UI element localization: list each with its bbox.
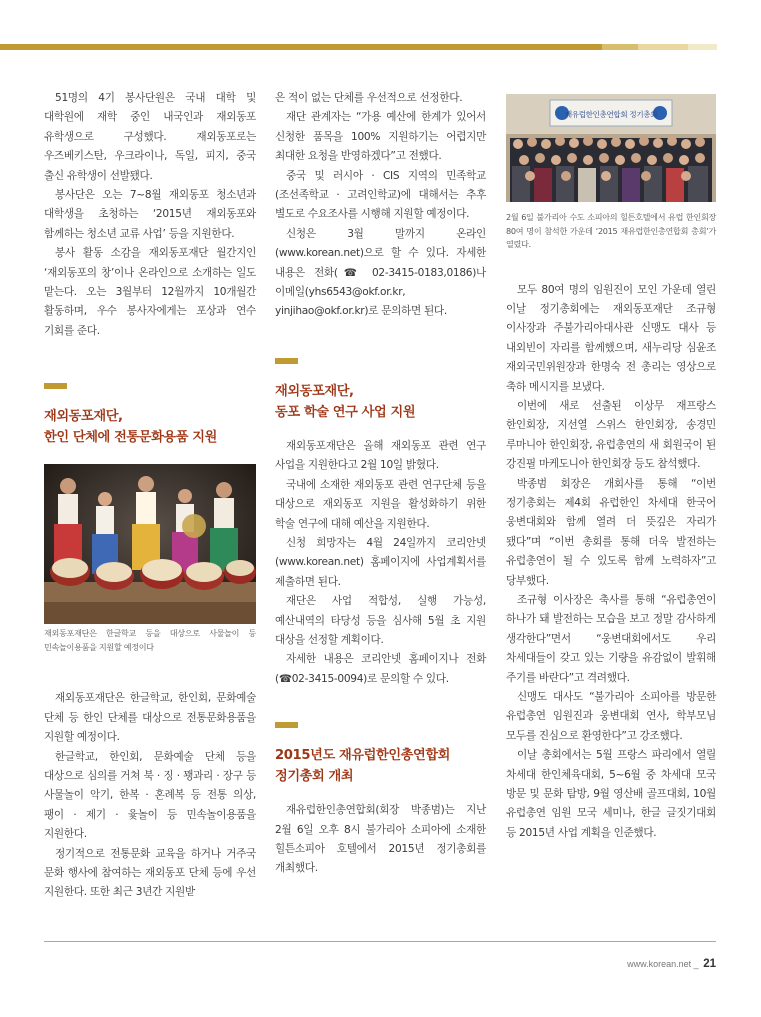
paragraph: 은 적이 없는 단체를 우선적으로 선정한다. <box>275 92 463 104</box>
section-heading: 재외동포재단, <box>44 409 123 425</box>
paragraph: 신청은 3월 말까지 온라인(www.korean.net)으로 할 수 있다. 자세한 내용은 전화(☎ 02-3415-0183,0186)나 이메일(yhs6543@okf.or.kr, yinjihao@okf.or.kr)로 문의하면 된다. <box>275 227 486 318</box>
paragraph: 재단은 사업 적합성, 실행 가능성, 예산내역의 타당성 등을 심사해 5월 초 지원 대상을 선정할 계획이다. <box>275 595 486 646</box>
paragraph: 한글학교, 한인회, 문화예술 단체 등을 대상으로 심의를 거쳐 북 · 징 · 꽹과리 · 장구 등 사물놀이 악기, 한복 · 혼례복 등 전통 의상, 팽이 · 제기 · 윷놀이 등 민속놀이용품을 지원한다. <box>44 750 256 841</box>
paragraph: 이번에 새로 선출된 이상무 재프랑스 한인회장, 지선열 스위스 한인회장, 송경민 루마니아 한인회장, 유럽총연의 새 회원국이 된 강진필 마케도니아 한인회장 등도 참석했다. <box>506 399 716 471</box>
paragraph: 정기적으로 전통문화 교육을 하거나 거주국 문화 행사에 참여하는 재외동포 단체 등에 우선 지원한다. 또한 최근 3년간 지원받 <box>44 847 256 899</box>
column-right <box>506 94 716 843</box>
footer <box>627 958 716 970</box>
section-marker <box>44 383 67 389</box>
paragraph: 자세한 내용은 코리안넷 홈페이지나 전화(☎02-3415-0094)로 문의할 수 있다. <box>275 653 486 685</box>
section-heading: 재외동포재단, <box>275 383 354 399</box>
paragraph: 모두 80여 명의 임원진이 모인 가운데 열린 이날 정기총회에는 재외동포재단 조규형 이사장과 주불가리아대사관 신맹도 대사 등 내외빈이 자리를 함께했으며, 새누리당 심윤조 재외국민위원장과 한명숙 전 총리는 영상으로 축하 메시지를 보냈다. <box>506 283 716 393</box>
footer-site: www.korean.net _ <box>627 959 699 969</box>
section-marker <box>275 722 298 728</box>
photo-samulnori <box>44 464 256 624</box>
paragraph: 재단 관계자는 “가용 예산에 한계가 있어서 신청한 품목을 100% 지원하기는 어렵지만 최대한 요청을 반영하겠다”고 전했다. <box>275 111 486 163</box>
section-heading: 정기총회 개최 <box>275 769 354 785</box>
photo-caption: 재외동포재단은 한글학교 등을 대상으로 사물놀이 등 민속놀이용품을 지원할 예정이다 <box>44 628 256 652</box>
paragraph: 박종범 회장은 개회사를 통해 “이번 정기총회는 제4회 유럽한인 차세대 한국어 웅변대회와 함께 열려 더 뜻깊은 자리가 됐다”며 “이번 총회를 통해 더욱 발전하는 유럽총연이 될 수 있도록 함께 노력하자”고 당부했다. <box>506 477 716 587</box>
column-middle <box>275 89 486 879</box>
column-left <box>44 89 256 903</box>
paragraph: 재외동포재단은 올해 재외동포 관련 연구 사업을 지원한다고 2월 10일 밝혔다. <box>275 439 486 472</box>
paragraph: 국내에 소재한 재외동포 관련 연구단체 등을 대상으로 재외동포 지원을 활성화하기 위한 학술 연구에 대해 예산을 지원한다. <box>275 478 486 530</box>
paragraph: 이날 총회에서는 5월 프랑스 파리에서 열릴 차세대 한인체육대회, 5~6월 중 차세대 모국 방문 및 문화 탐방, 9월 영산배 골프대회, 10월 유럽총연 임원 모국 세미나, 한글 글짓기대회 등 2015년 사업 계획을 인준했다. <box>506 749 716 839</box>
paragraph: 51명의 4기 봉사단원은 국내 대학 및 대학원에 재학 중인 내국인과 재외동포 유학생으로 구성했다. 재외동포로는 우즈베키스탄, 우크라이나, 독일, 피지, 중국 출신 유학생이 선발됐다. <box>44 92 256 182</box>
paragraph: 재외동포재단은 한글학교, 한인회, 문화예술 단체 등 한인 단체를 대상으로 전통문화용품을 지원할 예정이다. <box>44 692 256 744</box>
section-marker <box>275 358 298 364</box>
paragraph: 재유럽한인총연합회(회장 박종범)는 지난 2월 6일 오후 8시 불가리아 소피아에 소재한 힐튼소피아 호텔에서 2015년 정기총회를 개최했다. <box>275 804 486 875</box>
section-heading: 2015년도 재유럽한인총연합회 <box>275 748 451 764</box>
page-number: 21 <box>703 958 716 970</box>
top-bar-segment <box>688 44 717 50</box>
section-heading: 동포 학술 연구 사업 지원 <box>275 404 416 420</box>
paragraph: 조규형 이사장은 축사를 통해 “유럽총연이 하나가 돼 발전하는 모습을 보고 정말 감사하게 생각한다”면서 “웅변대회에서도 우리 차세대들이 갖고 있는 기량을 유감없이 발휘해 주기를 바란다”고 격려했다. <box>506 594 716 684</box>
top-bar-segment <box>638 44 688 50</box>
section-heading: 한인 단체에 전통문화용품 지원 <box>44 430 217 446</box>
paragraph: 중국 및 러시아 · CIS 지역의 민족학교(조선족학교 · 고려인학교)에 대해서는 추후 별도로 수요조사를 시행해 지원할 예정이다. <box>275 169 486 221</box>
paragraph: 신맹도 대사도 “불가리아 소피아를 방문한 유럽총연 임원진과 웅변대회 연사, 학부모님 모두를 진심으로 환영한다”고 강조했다. <box>506 691 716 742</box>
paragraph: 봉사단은 오는 7~8월 재외동포 청소년과 대학생을 초청하는 ‘2015년 재외동포와 함께하는 청소년 교류 사업’ 등을 지원한다. <box>44 189 256 240</box>
top-bar <box>0 44 602 50</box>
paragraph: 신청 희망자는 4월 24일까지 코리안넷(www.korean.net) 홈페이지에 사업계획서를 제출하면 된다. <box>275 536 486 588</box>
paragraph: 봉사 활동 소감을 재외동포재단 월간지인 ‘재외동포의 창’이나 온라인으로 소개하는 일도 맡는다. 오는 3월부터 12월까지 10개월간 활동하며, 우수 봉사자에게는 포상과 연수 기회를 준다. <box>44 247 256 337</box>
photo-general-meeting <box>506 94 716 202</box>
top-bar-segment <box>602 44 638 50</box>
footer-rule <box>44 941 716 942</box>
photo-caption: 2월 6일 불가리아 수도 소피아의 힐튼호텔에서 유럽 한인회장 80여 명이 참석한 가운데 ‘2015 재유럽한인총연합회 총회’가 열렸다. <box>506 212 716 249</box>
banner-text: 재유럽한인총연합회 정기총회 <box>564 110 658 119</box>
